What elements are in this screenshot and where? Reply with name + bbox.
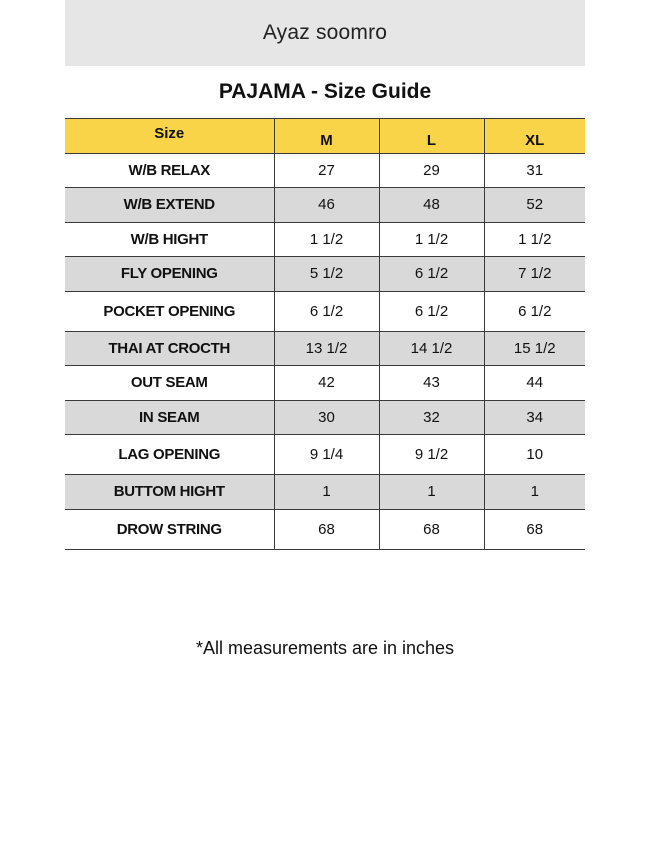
cell-xl: 1 (484, 475, 585, 510)
table-row (65, 291, 585, 331)
cell-m: 5 1/2 (274, 257, 379, 292)
row-label: W/B RELAX (65, 153, 274, 188)
row-label: LAG OPENING (65, 435, 274, 475)
table-row (65, 475, 585, 510)
size-guide-title: PAJAMA - Size Guide (218, 80, 432, 103)
table-row (65, 366, 585, 401)
brand-name: Ayaz soomro (262, 21, 388, 44)
cell-xl: 68 (484, 509, 585, 549)
header-size: Size (65, 119, 274, 154)
cell-l: 6 1/2 (379, 291, 484, 331)
row-label: IN SEAM (65, 400, 274, 435)
cell-l: 1 (379, 475, 484, 510)
cell-m: 30 (274, 400, 379, 435)
row-label: BUTTOM HIGHT (65, 475, 274, 510)
row-label: W/B EXTEND (65, 188, 274, 223)
cell-m: 27 (274, 153, 379, 188)
cell-l: 14 1/2 (379, 331, 484, 366)
cell-m: 1 1/2 (274, 222, 379, 257)
cell-xl: 1 1/2 (484, 222, 585, 257)
cell-xl: 10 (484, 435, 585, 475)
table-row (65, 188, 585, 223)
cell-l: 6 1/2 (379, 257, 484, 292)
table-row (65, 400, 585, 435)
cell-xl: 44 (484, 366, 585, 401)
cell-m: 42 (274, 366, 379, 401)
table-row (65, 509, 585, 549)
table-row (65, 331, 585, 366)
row-label: FLY OPENING (65, 257, 274, 292)
cell-m: 9 1/4 (274, 435, 379, 475)
cell-xl: 31 (484, 153, 585, 188)
cell-m: 68 (274, 509, 379, 549)
cell-l: 29 (379, 153, 484, 188)
cell-xl: 7 1/2 (484, 257, 585, 292)
cell-m: 13 1/2 (274, 331, 379, 366)
brand-header-bar (65, 0, 585, 66)
cell-m: 46 (274, 188, 379, 223)
cell-m: 6 1/2 (274, 291, 379, 331)
header-xl: XL (484, 119, 585, 154)
cell-l: 9 1/2 (379, 435, 484, 475)
table-row (65, 153, 585, 188)
table-row (65, 257, 585, 292)
cell-l: 32 (379, 400, 484, 435)
cell-m: 1 (274, 475, 379, 510)
cell-xl: 15 1/2 (484, 331, 585, 366)
table-row (65, 222, 585, 257)
cell-xl: 6 1/2 (484, 291, 585, 331)
size-guide-table (65, 118, 585, 550)
row-label: DROW STRING (65, 509, 274, 549)
row-label: THAI AT CROCTH (65, 331, 274, 366)
cell-l: 43 (379, 366, 484, 401)
header-l: L (379, 119, 484, 154)
measurement-footnote: *All measurements are in inches (195, 638, 455, 658)
cell-l: 48 (379, 188, 484, 223)
row-label: W/B HIGHT (65, 222, 274, 257)
row-label: OUT SEAM (65, 366, 274, 401)
cell-xl: 52 (484, 188, 585, 223)
cell-xl: 34 (484, 400, 585, 435)
table-row (65, 435, 585, 475)
header-m: M (274, 119, 379, 154)
cell-l: 1 1/2 (379, 222, 484, 257)
cell-l: 68 (379, 509, 484, 549)
table-header-row (65, 119, 585, 154)
row-label: POCKET OPENING (65, 291, 274, 331)
